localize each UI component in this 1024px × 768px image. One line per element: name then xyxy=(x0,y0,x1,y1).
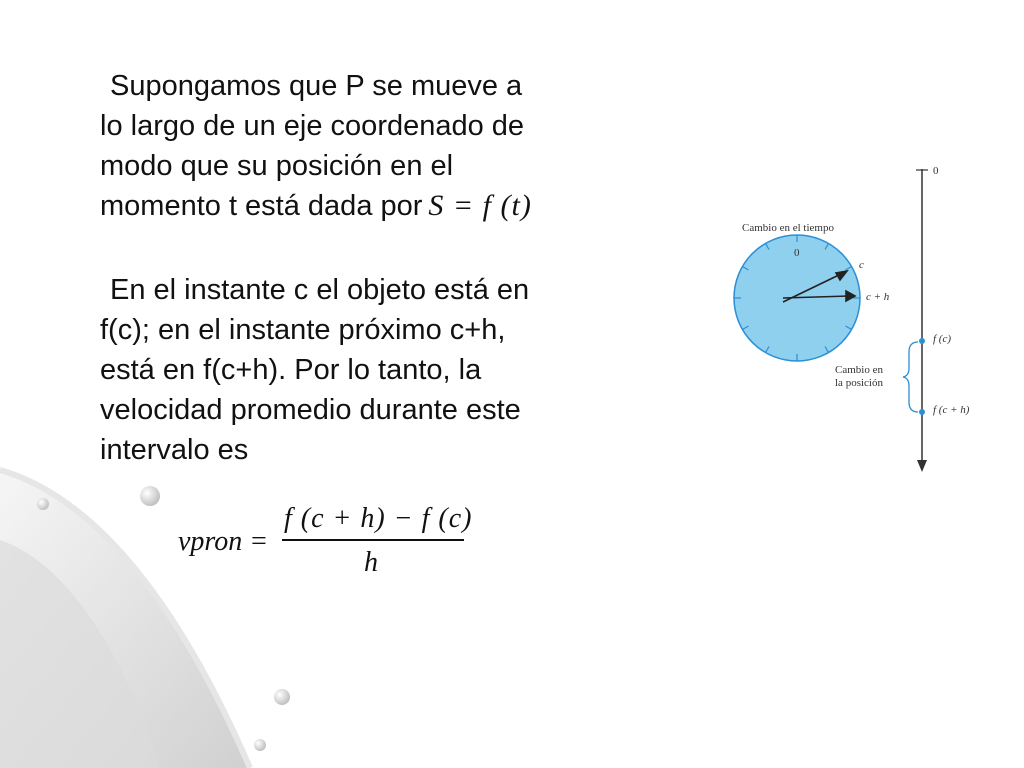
paragraph-1-line: momento t está dada por xyxy=(100,190,423,222)
clock-title: Cambio en el tiempo xyxy=(742,222,834,234)
clock-zero-label: 0 xyxy=(794,247,800,259)
slide-text xyxy=(100,66,630,470)
position-change-brace xyxy=(903,342,918,412)
paragraph-1-line: Supongamos que P se mueve a xyxy=(110,70,523,102)
paragraph-2-line: velocidad promedio durante este xyxy=(100,394,521,426)
paragraph-1-last-line xyxy=(100,186,630,226)
paragraph-2 xyxy=(100,270,630,470)
formula-numerator: f (c + h) − f (c) xyxy=(284,503,473,534)
paragraph-2-line: f(c); en el instante próximo c+h, xyxy=(100,314,506,346)
paragraph-1-line: lo largo de un eje coordenado de xyxy=(100,110,525,142)
average-velocity-formula xyxy=(178,500,478,590)
paragraph-2-line: En el instante c el objeto está en xyxy=(110,274,530,306)
paragraph-2-line: está en f(c+h). Por lo tanto, la xyxy=(100,354,482,386)
decorative-dot xyxy=(140,486,160,506)
fraction-bar xyxy=(282,539,464,541)
decorative-dot xyxy=(37,498,49,510)
hand-c-plus-h-label: c + h xyxy=(866,291,890,303)
f-c-label: f (c) xyxy=(933,333,952,345)
formula-lhs: vpron = xyxy=(178,526,269,557)
motion-figure xyxy=(725,160,1000,480)
axis-zero-label: 0 xyxy=(933,165,939,177)
change-label-line1: Cambio en xyxy=(835,364,883,376)
f-c-plus-h-label: f (c + h) xyxy=(933,404,970,416)
axis-arrowhead xyxy=(917,460,927,472)
formula-denominator: h xyxy=(364,547,378,578)
point-f-c xyxy=(919,338,925,344)
paragraph-2-line: intervalo es xyxy=(100,434,249,466)
decorative-dot xyxy=(254,739,266,751)
paragraph-1-line: modo que su posición en el xyxy=(100,150,454,182)
paragraph-1 xyxy=(100,66,630,226)
change-label-line2: la posición xyxy=(835,377,883,389)
point-f-c-plus-h xyxy=(919,409,925,415)
position-formula: S = f (t) xyxy=(428,189,532,222)
hand-c-label: c xyxy=(859,259,864,271)
decorative-dot xyxy=(274,689,290,705)
